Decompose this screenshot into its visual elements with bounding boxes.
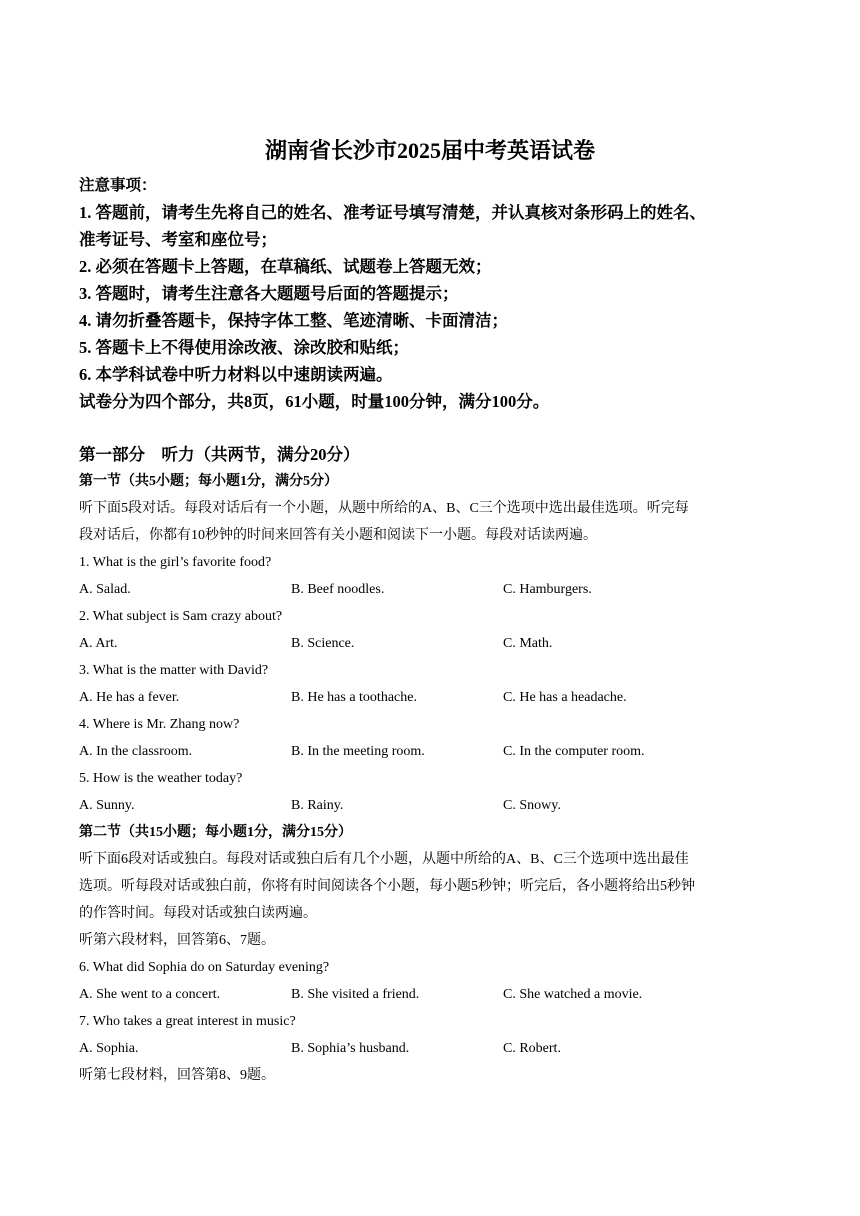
section1-instruction: 段对话后，你都有10秒钟的时间来回答有关小题和阅读下一小题。每段对话读两遍。: [79, 528, 597, 543]
section2-instruction: 的作答时间。每段对话或独白读两遍。: [79, 906, 317, 921]
question-3-option-c: C. He has a headache.: [503, 690, 627, 705]
notice-item: 1. 答题前，请考生先将自己的姓名、准考证号填写清楚，并认真核对条形码上的姓名、: [79, 203, 706, 222]
exam-summary: 试卷分为四个部分，共8页，61小题，时量100分钟，满分100分。: [79, 392, 550, 411]
part1-heading: 第一部分 听力（共两节，满分20分）: [79, 445, 360, 464]
question-1-option-b: B. Beef noodles.: [291, 582, 385, 597]
question-2-option-c: C. Math.: [503, 636, 553, 651]
section2-instruction: 听下面6段对话或独白。每段对话或独白后有几个小题，从题中所给的A、B、C三个选项中选出最佳: [79, 852, 689, 867]
notice-item: 准考证号、考室和座位号；: [79, 230, 277, 249]
question-6-option-c: C. She watched a movie.: [503, 987, 643, 1002]
question-1: 1. What is the girl’s favorite food?: [79, 555, 272, 570]
question-4-option-b: B. In the meeting room.: [291, 744, 425, 759]
notice-item: 6. 本学科试卷中听力材料以中速朗读两遍。: [79, 365, 393, 384]
question-6-option-b: B. She visited a friend.: [291, 987, 420, 1002]
question-4-option-a: A. In the classroom.: [79, 744, 193, 759]
question-1-option-a: A. Salad.: [79, 582, 131, 597]
question-7-option-b: B. Sophia’s husband.: [291, 1041, 410, 1056]
question-5-option-b: B. Rainy.: [291, 798, 344, 813]
notice-heading: 注意事项：: [79, 177, 157, 194]
question-2: 2. What subject is Sam crazy about?: [79, 609, 283, 624]
section2-instruction: 选项。听每段对话或独白前，你将有时间阅读各个小题，每小题5秒钟；听完后，各小题将给出5秒钟: [79, 879, 695, 894]
question-5: 5. How is the weather today?: [79, 771, 243, 786]
question-7: 7. Who takes a great interest in music?: [79, 1014, 296, 1029]
notice-item: 3. 答题时，请考生注意各大题题号后面的答题提示；: [79, 284, 459, 303]
question-7-option-a: A. Sophia.: [79, 1041, 139, 1056]
page-title: 湖南省长沙市2025届中考英语试卷: [264, 138, 595, 163]
question-2-option-a: A. Art.: [79, 636, 118, 651]
section1-heading: 第一节（共5小题；每小题1分，满分5分）: [79, 474, 338, 489]
question-5-option-c: C. Snowy.: [503, 798, 561, 813]
notice-item: 5. 答题卡上不得使用涂改液、涂改胶和贴纸；: [79, 338, 409, 357]
question-3: 3. What is the matter with David?: [79, 663, 269, 678]
notice-item: 2. 必须在答题卡上答题，在草稿纸、试题卷上答题无效；: [79, 257, 492, 276]
question-5-option-a: A. Sunny.: [79, 798, 135, 813]
material-6-note: 听第六段材料，回答第6、7题。: [79, 933, 275, 948]
notice-item: 4. 请勿折叠答题卡，保持字体工整、笔迹清晰、卡面清洁；: [79, 311, 508, 330]
question-3-option-b: B. He has a toothache.: [291, 690, 417, 705]
section1-instruction: 听下面5段对话。每段对话后有一个小题，从题中所给的A、B、C三个选项中选出最佳选项。听完每: [79, 501, 689, 516]
question-2-option-b: B. Science.: [291, 636, 355, 651]
question-6-option-a: A. She went to a concert.: [79, 987, 221, 1002]
question-4: 4. Where is Mr. Zhang now?: [79, 717, 240, 732]
material-7-note: 听第七段材料，回答第8、9题。: [79, 1068, 275, 1083]
question-1-option-c: C. Hamburgers.: [503, 582, 592, 597]
question-6: 6. What did Sophia do on Saturday evening?: [79, 960, 330, 975]
question-4-option-c: C. In the computer room.: [503, 744, 645, 759]
section2-heading: 第二节（共15小题；每小题1分，满分15分）: [79, 825, 352, 840]
question-3-option-a: A. He has a fever.: [79, 690, 180, 705]
question-7-option-c: C. Robert.: [503, 1041, 561, 1056]
